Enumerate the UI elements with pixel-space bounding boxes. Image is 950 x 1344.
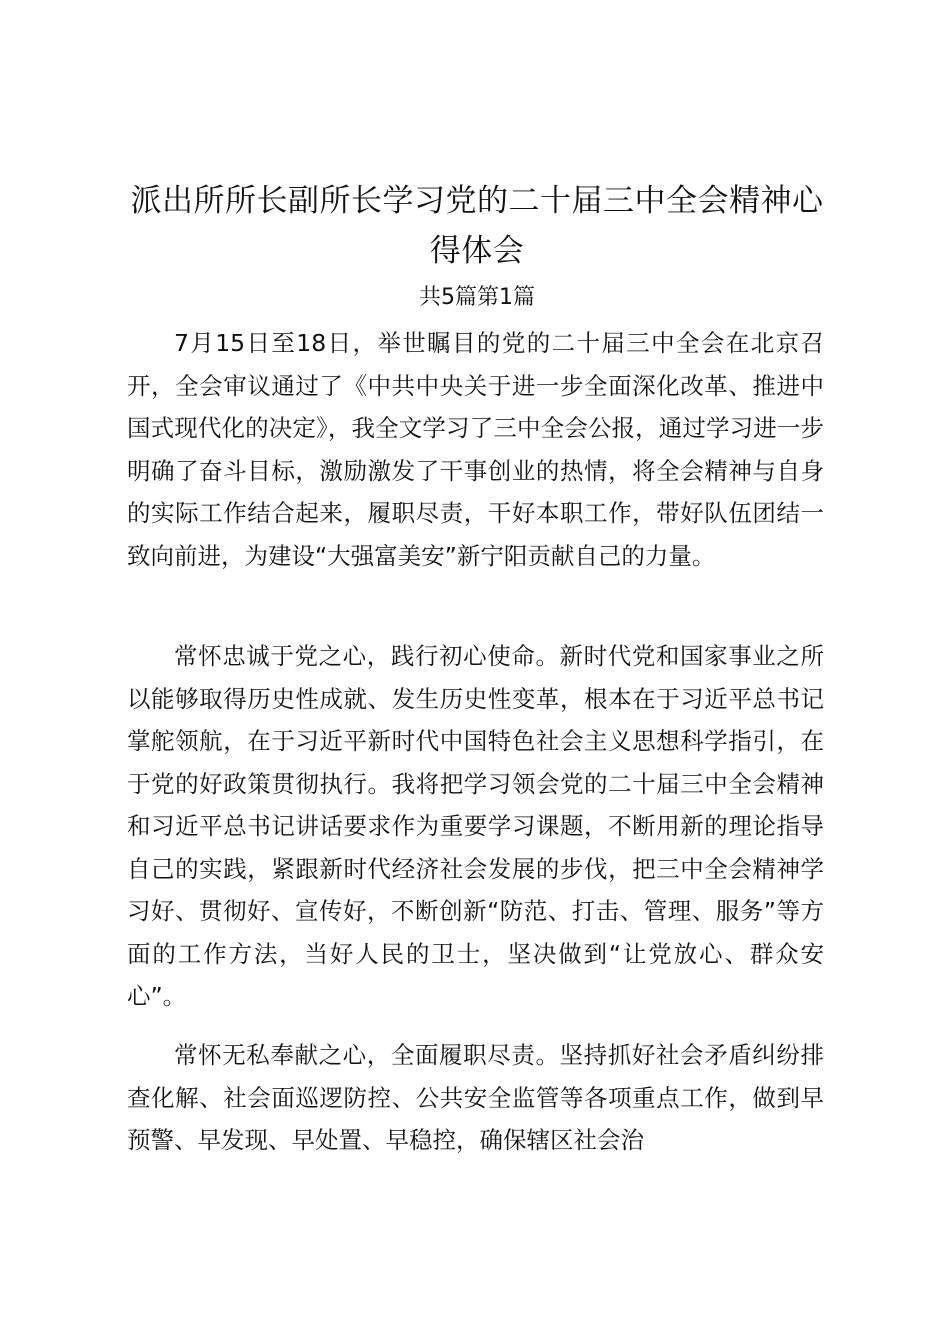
paragraph: 7月15日至18日，举世瞩目的党的二十届三中全会在北京召开，全会审议通过了《中共中央关于进一步全面深化改革、推进中国式现代化的决定》，我全文学习了三中全会公报，通过学习进一步明确了奋斗目标，激励激发了干事创业的热情，将全会精神与自身的实际工作结合起来，履职尽责，干好本职工作，带好队伍团结一致向前进，为建设“大强富美安”新宁阳贡献自己的力量。 xyxy=(127,329,824,570)
paragraph: 常怀无私奉献之心，全面履职尽责。坚持抓好社会矛盾纠纷排查化解、社会面巡逻防控、公共安全监管等各项重点工作，做到早预警、早发现、早处置、早稳控，确保辖区社会治 xyxy=(127,1041,824,1154)
document-title: 派出所所长副所长学习党的二十届三中全会精神心得体会 xyxy=(130,183,824,269)
document-subtitle: 共5篇第1篇 xyxy=(419,285,535,310)
paragraph: 常怀忠诚于党之心，践行初心使命。新时代党和国家事业之所以能够取得历史性成就、发生历史性变革，根本在于习近平总书记掌舵领航，在于习近平新时代中国特色社会主义思想科学指引，在于党的好政策贯彻执行。我将把学习领会党的二十届三中全会精神和习近平总书记讲话要求作为重要学习课题，不断用新的理论指导自己的实践，紧跟新时代经济社会发展的步伐，把三中全会精神学习好、贯彻好、宣传好，不断创新“防范、打击、管理、服务”等方面的工作方法，当好人民的卫士，坚决做到“让党放心、群众安心”。 xyxy=(127,642,824,1010)
